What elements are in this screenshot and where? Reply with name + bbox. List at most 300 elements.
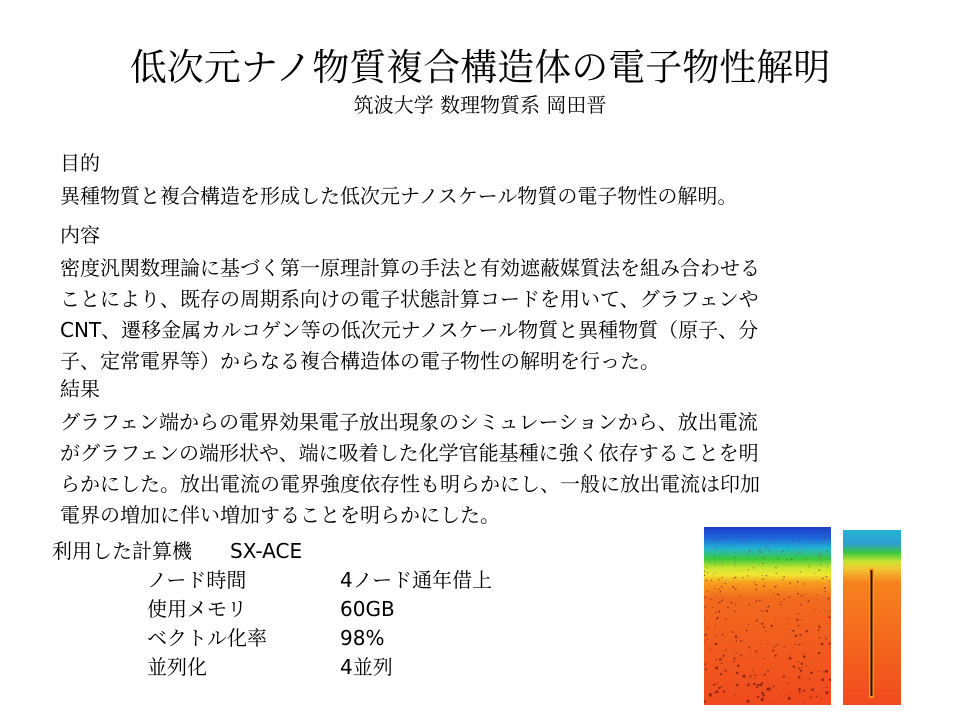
field-dot xyxy=(763,563,764,564)
field-dot xyxy=(820,556,821,557)
field-dot xyxy=(789,584,790,585)
field-dot xyxy=(709,649,710,650)
field-dot xyxy=(718,687,720,689)
field-dot xyxy=(773,592,774,593)
field-dot xyxy=(720,591,721,592)
field-dot xyxy=(773,686,775,688)
field-dot xyxy=(824,587,826,589)
field-dot xyxy=(819,637,820,638)
field-dot xyxy=(815,609,816,610)
field-dot xyxy=(734,611,735,612)
machine-label: 利用した計算機 xyxy=(52,539,192,563)
field-dot xyxy=(799,541,800,542)
field-dot xyxy=(767,670,769,672)
field-dot xyxy=(800,548,801,549)
field-dot xyxy=(752,670,753,671)
field-dot xyxy=(757,684,759,686)
section-content xyxy=(60,220,910,377)
field-dot xyxy=(808,600,810,602)
field-dot xyxy=(704,606,705,607)
field-dot xyxy=(785,694,786,695)
field-dot xyxy=(789,657,792,660)
field-dot xyxy=(722,561,723,562)
field-dot xyxy=(746,630,748,632)
spec-label: 並列化 xyxy=(147,655,207,679)
field-dot xyxy=(787,549,788,550)
field-dot xyxy=(793,701,794,702)
field-dot xyxy=(820,565,821,566)
spec-label: ノード時間 xyxy=(147,568,247,592)
field-dot xyxy=(766,545,767,546)
spec-label: ベクトル化率 xyxy=(147,626,267,650)
field-dot xyxy=(715,620,716,621)
field-dot xyxy=(761,623,763,625)
field-dot xyxy=(793,665,795,667)
field-dot xyxy=(736,641,737,642)
field-dot xyxy=(788,655,789,656)
field-dot xyxy=(794,644,795,645)
field-dot xyxy=(803,653,804,654)
field-dot xyxy=(759,600,760,601)
field-dot xyxy=(800,595,801,596)
machine-name: SX-ACE xyxy=(230,539,303,563)
field-dot xyxy=(790,565,791,566)
field-dot xyxy=(825,691,828,694)
field-dot xyxy=(726,650,727,651)
field-dot xyxy=(707,639,708,640)
field-dot xyxy=(778,559,779,560)
field-dot xyxy=(800,670,802,672)
spec-value: 4並列 xyxy=(340,655,393,679)
field-dot xyxy=(763,610,764,611)
field-dot xyxy=(761,610,762,611)
field-dot xyxy=(718,611,720,613)
field-dot xyxy=(829,611,830,612)
field-dot xyxy=(716,617,718,619)
field-dot xyxy=(802,667,803,668)
field-dot xyxy=(725,583,726,584)
field-dot xyxy=(809,678,810,679)
field-dot xyxy=(717,547,718,548)
field-dot xyxy=(766,607,767,608)
field-dot xyxy=(725,670,727,672)
field-dot xyxy=(762,694,765,697)
field-dot xyxy=(711,579,712,580)
field-dot xyxy=(719,658,722,661)
field-dot xyxy=(820,697,821,698)
page-subtitle: 筑波大学 数理物質系 岡田晋 xyxy=(353,93,607,117)
field-dot xyxy=(713,537,714,538)
field-dot xyxy=(709,693,712,696)
spec-value: 98% xyxy=(340,626,385,650)
field-dot xyxy=(763,626,765,628)
field-dot xyxy=(742,675,745,678)
field-dot xyxy=(759,551,760,552)
field-dot xyxy=(783,675,785,677)
section-line: CNT、遷移金属カルコゲン等の低次元ナノスケール物質と異種物質（原子、分 xyxy=(60,318,759,342)
field-dot xyxy=(704,634,706,636)
field-dot xyxy=(775,618,776,619)
field-dot xyxy=(800,604,801,605)
field-dot xyxy=(764,658,765,659)
section-line: 子、定常電界等）からなる複合構造体の電子物性の解明を行った。 xyxy=(60,349,660,373)
field-dot xyxy=(759,549,760,550)
section-line: らかにした。放出電流の電界強度依存性も明らかにし、一般に放出電流は印加 xyxy=(60,472,760,496)
field-dot xyxy=(818,626,820,628)
field-dot xyxy=(768,687,771,690)
field-dot xyxy=(789,582,791,584)
field-dot xyxy=(756,620,758,622)
field-dot xyxy=(754,678,755,679)
field-dot xyxy=(820,553,821,554)
field-dot xyxy=(821,678,824,681)
field-dot xyxy=(762,575,763,576)
field-dot xyxy=(787,623,788,624)
field-dot xyxy=(732,631,734,633)
field-dot xyxy=(733,649,734,650)
field-dot xyxy=(750,676,752,678)
field-dot xyxy=(777,593,779,595)
field-dot xyxy=(825,611,826,612)
section-heading: 目的 xyxy=(60,151,100,175)
field-dot xyxy=(810,671,813,674)
spec-row xyxy=(52,566,493,595)
field-dot xyxy=(716,659,717,660)
field-dot xyxy=(730,602,732,604)
field-dot xyxy=(715,666,718,669)
field-dot xyxy=(822,542,823,543)
field-dot xyxy=(735,557,736,558)
section-line: 異種物質と複合構造を形成した低次元ナノスケール物質の電子物性の解明。 xyxy=(60,184,738,208)
field-dot xyxy=(722,655,724,657)
field-dot xyxy=(725,537,726,538)
spec-row xyxy=(52,595,395,624)
field-dot xyxy=(736,652,737,653)
field-dot xyxy=(725,618,726,619)
field-dot xyxy=(766,611,768,613)
field-dot xyxy=(801,663,803,665)
field-dot xyxy=(739,596,740,597)
field-dot xyxy=(722,634,724,636)
field-dot xyxy=(825,639,826,640)
field-dot xyxy=(715,624,716,625)
field-dot xyxy=(805,559,806,560)
field-dot xyxy=(778,594,779,595)
field-dot xyxy=(722,577,723,578)
field-dot xyxy=(740,654,742,656)
field-dot xyxy=(733,587,734,588)
field-dot xyxy=(816,695,818,697)
field-dot xyxy=(790,655,791,656)
page-title: 低次元ナノ物質複合構造体の電子物性解明 xyxy=(129,46,831,89)
field-dot xyxy=(825,591,826,592)
field-dot xyxy=(809,565,810,566)
field-dot xyxy=(735,577,737,579)
field-dot xyxy=(707,627,708,628)
field-map-right xyxy=(843,530,901,705)
field-dot xyxy=(741,571,742,572)
field-dot xyxy=(733,661,734,662)
field-dot xyxy=(755,584,757,586)
field-dot xyxy=(735,635,738,638)
field-dot xyxy=(792,540,793,541)
field-dot xyxy=(704,663,706,665)
field-dot xyxy=(768,703,769,704)
field-dot xyxy=(716,683,717,684)
field-dot xyxy=(796,619,798,621)
field-dot xyxy=(776,690,777,691)
field-dot xyxy=(761,692,764,695)
field-dot xyxy=(797,613,799,615)
field-dot xyxy=(788,697,791,700)
field-dot xyxy=(784,599,785,600)
field-dot xyxy=(819,671,820,672)
field-dot xyxy=(813,611,814,612)
field-dot xyxy=(759,684,762,687)
field-dot xyxy=(783,551,784,552)
field-dot xyxy=(710,598,711,599)
field-dot xyxy=(775,655,777,657)
field-dot xyxy=(761,552,762,553)
field-dot xyxy=(817,581,818,582)
field-dot xyxy=(816,594,817,595)
field-dot xyxy=(763,585,765,587)
field-dot xyxy=(705,670,706,671)
field-dot xyxy=(761,698,764,701)
field-dot xyxy=(721,539,722,540)
field-dot xyxy=(781,601,782,602)
field-dot xyxy=(767,643,768,644)
field-dot xyxy=(798,676,801,679)
field-dot xyxy=(780,604,782,606)
field-dot xyxy=(707,572,708,573)
spec-value: 4ノード通年借上 xyxy=(340,568,493,592)
field-dot xyxy=(789,692,790,693)
field-dot xyxy=(829,643,831,645)
field-dot xyxy=(749,549,750,550)
field-dot xyxy=(754,674,756,676)
field-dot xyxy=(753,567,754,568)
field-dot xyxy=(827,566,828,567)
field-dot xyxy=(786,559,787,560)
section-line: ことにより、既存の周期系向けの電子状態計算コードを用いて、グラフェンや xyxy=(60,287,759,311)
field-dot xyxy=(825,670,828,673)
field-dot xyxy=(747,575,748,576)
field-dot xyxy=(823,671,825,673)
field-dot xyxy=(748,647,750,649)
field-dot xyxy=(768,606,770,608)
field-dot xyxy=(803,583,804,584)
field-dot xyxy=(821,643,824,646)
field-dot xyxy=(733,657,735,659)
field-dot xyxy=(756,589,758,591)
field-dot xyxy=(737,664,740,667)
field-dot xyxy=(706,567,707,568)
field-dot xyxy=(720,686,721,687)
field-dot xyxy=(824,637,825,638)
field-dot xyxy=(770,625,772,627)
field-dot xyxy=(824,537,825,538)
field-dot xyxy=(721,600,723,602)
field-dot xyxy=(783,576,784,577)
field-dot xyxy=(784,646,785,647)
section-heading: 内容 xyxy=(60,223,100,247)
section-purpose xyxy=(60,148,910,212)
field-dot xyxy=(715,612,716,613)
field-dot xyxy=(736,672,739,675)
simulation-image-left xyxy=(703,527,831,705)
field-dot xyxy=(721,663,723,665)
field-dot xyxy=(714,572,715,573)
field-dot xyxy=(801,619,802,620)
field-dot xyxy=(747,684,750,687)
field-dot xyxy=(750,551,751,552)
field-dot xyxy=(715,690,718,693)
field-dot xyxy=(797,593,799,595)
field-dot xyxy=(734,695,735,696)
field-dot xyxy=(715,588,716,589)
field-dot xyxy=(706,580,708,582)
field-dot xyxy=(816,616,817,617)
field-dot xyxy=(766,631,767,632)
field-dot xyxy=(828,581,829,582)
field-dot xyxy=(827,550,828,551)
field-dot xyxy=(796,554,797,555)
field-dot xyxy=(719,556,720,557)
field-dot xyxy=(812,542,813,543)
field-dot xyxy=(791,559,792,560)
field-dot xyxy=(768,539,769,540)
machine-specs xyxy=(52,537,493,682)
field-dot xyxy=(762,578,763,579)
field-dot xyxy=(771,589,772,590)
field-dot xyxy=(826,576,828,578)
field-dot xyxy=(800,553,801,554)
field-dot xyxy=(746,541,747,542)
field-dot xyxy=(735,561,736,562)
field-dot xyxy=(723,690,725,692)
section-results xyxy=(60,374,910,531)
field-dot xyxy=(722,597,723,598)
field-dot xyxy=(791,637,792,638)
field-dot xyxy=(747,554,748,555)
field-dot xyxy=(765,548,766,549)
field-dot xyxy=(742,542,743,543)
field-dot xyxy=(787,659,788,660)
field-dot xyxy=(736,684,739,687)
field-dot xyxy=(787,619,788,620)
field-dot xyxy=(818,652,821,655)
field-dot xyxy=(803,690,805,692)
field-dot xyxy=(719,602,721,604)
field-dot xyxy=(822,578,823,579)
field-dot xyxy=(787,682,788,683)
field-dot xyxy=(798,644,800,646)
field-dot xyxy=(775,567,776,568)
field-dot xyxy=(707,591,708,592)
field-dot xyxy=(789,547,790,548)
field-dot xyxy=(712,607,713,608)
field-dot xyxy=(757,696,759,698)
field-dot xyxy=(713,692,714,693)
field-dot xyxy=(800,572,801,573)
field-dot xyxy=(799,634,801,636)
field-dot xyxy=(735,545,736,546)
field-dot xyxy=(798,688,801,691)
field-dot xyxy=(719,589,720,590)
field-dot xyxy=(819,569,820,570)
spec-label: 使用メモリ xyxy=(147,597,247,621)
section-heading: 結果 xyxy=(60,377,100,401)
field-dot xyxy=(762,682,763,683)
field-dot xyxy=(782,579,783,580)
field-dot xyxy=(740,640,742,642)
field-dot xyxy=(825,623,826,624)
field-dot xyxy=(714,540,715,541)
field-dot xyxy=(818,554,819,555)
field-dot xyxy=(715,635,716,636)
field-dot xyxy=(718,592,719,593)
field-dot xyxy=(829,647,830,648)
field-dot xyxy=(704,597,705,598)
field-dot xyxy=(755,650,757,652)
field-dot xyxy=(797,581,799,583)
field-dot xyxy=(756,686,758,688)
field-dot xyxy=(713,684,715,686)
field-dot xyxy=(806,630,808,632)
field-dot xyxy=(828,614,829,615)
field-dot xyxy=(735,604,736,605)
field-dot xyxy=(772,650,774,652)
field-dot xyxy=(735,588,737,590)
field-dot xyxy=(733,578,734,579)
field-dot xyxy=(803,656,806,659)
field-dot xyxy=(717,539,718,540)
field-dot xyxy=(732,602,733,603)
field-dot xyxy=(764,674,766,676)
field-dot xyxy=(776,573,777,574)
field-dot xyxy=(826,686,827,687)
field-dot xyxy=(805,594,806,595)
field-dot xyxy=(726,548,727,549)
spec-row xyxy=(52,653,393,682)
field-dot xyxy=(774,646,776,648)
spec-row xyxy=(52,624,385,653)
field-dot xyxy=(715,643,718,646)
machine-row xyxy=(52,537,303,566)
field-dot xyxy=(766,575,767,576)
field-dot xyxy=(818,629,820,631)
field-dot xyxy=(704,641,705,642)
field-dot xyxy=(815,573,816,574)
field-dot xyxy=(727,607,729,609)
field-dot xyxy=(721,564,722,565)
field-dot xyxy=(814,646,815,647)
field-dot xyxy=(776,586,777,587)
field-dot xyxy=(766,584,767,585)
field-dot xyxy=(792,630,794,632)
field-dot xyxy=(798,667,800,669)
field-dot xyxy=(809,566,810,567)
field-dot xyxy=(828,616,830,618)
spec-value: 60GB xyxy=(340,597,395,621)
section-line: グラフェン端からの電界効果電子放出現象のシミュレーションから、放出電流 xyxy=(60,410,758,434)
field-dot xyxy=(768,550,769,551)
field-dot xyxy=(715,596,716,597)
field-dot xyxy=(803,703,804,704)
field-dot xyxy=(740,537,741,538)
field-dot xyxy=(719,579,720,580)
